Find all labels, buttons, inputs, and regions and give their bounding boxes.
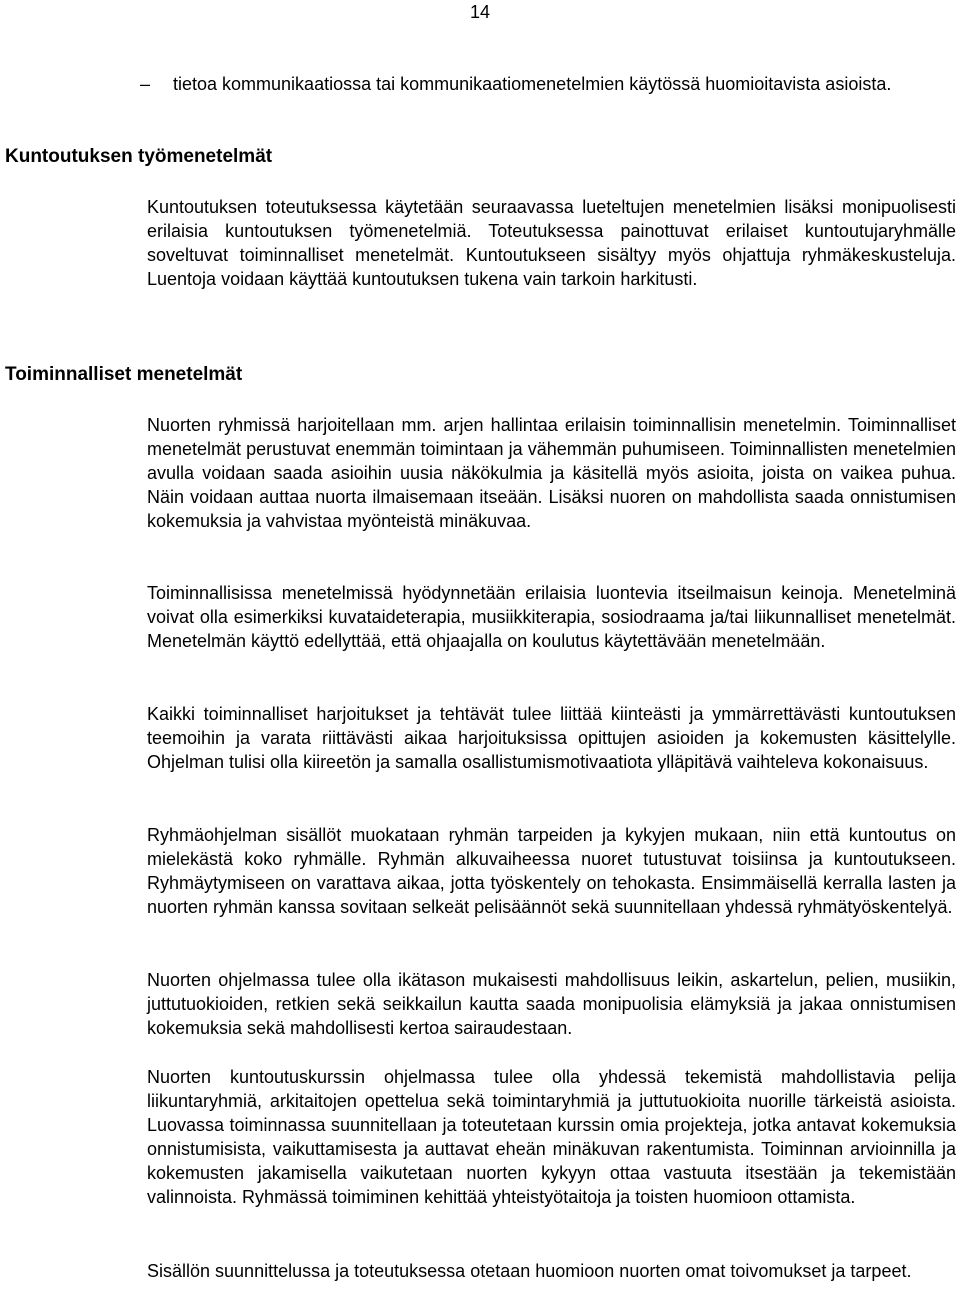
paragraph-functional-1: Nuorten ryhmissä harjoitellaan mm. arjen hallintaa erilaisin toiminnallisin menetelmin. Toiminnalliset menetelmät perustuvat enemmän toimintaan ja vähemmän puhumiseen. Toiminnallisten menetelmien avulla voidaan saada asioihin uusia näkökulmia ja käsitellä myös asioita, joista on vaikea puhua. Näin voidaan auttaa nuorta ilmaisemaan itseään. Lisäksi nuoren on mahdollista saada onnistumisen kokemuksia ja vahvistaa myönteistä minäkuvaa. xyxy=(147,415,956,531)
paragraph-functional-2: Toiminnallisissa menetelmissä hyödynnetään erilaisia luontevia itseilmaisun keinoja. Menetelminä voivat olla esimerkiksi kuvataideterapia, musiikkiterapia, sosiodraama ja/tai liikunnalliset menetelmät. Menetelmän käyttö edellyttää, että ohjaajalla on koulutus käytettävään menetelmään. xyxy=(147,583,956,651)
section-heading-functional-methods: Toiminnalliset menetelmät xyxy=(5,364,243,385)
paragraph-methods-intro: Kuntoutuksen toteutuksessa käytetään seuraavassa lueteltujen menetelmien lisäksi monipuolisesti erilaisia kuntoutuksen työmenetelmiä. Toteutuksessa painottuvat erilaiset kuntoutujaryhmälle soveltuvat toiminnalliset menetelmät. Kuntoutukseen sisältyy myös ohjattuja ryhmäkeskusteluja. Luentoja voidaan käyttää kuntoutuksen tukena vain tarkoin harkitusti. xyxy=(147,197,956,289)
bullet-text: tietoa kommunikaatiossa tai kommunikaatiomenetelmien käytössä huomioitavista asioista. xyxy=(173,74,892,94)
bullet-item xyxy=(140,73,956,96)
paragraph-functional-3: Kaikki toiminnalliset harjoitukset ja tehtävät tulee liittää kiinteästi ja ymmärrettävästi kuntoutuksen teemoihin ja varata riittävästi aikaa harjoituksissa opittujen asioiden ja kokemusten käsittelylle. Ohjelman tulisi olla kiireetön ja samalla osallistumismotivaatiota ylläpitävä vaihteleva kokonaisuus. xyxy=(147,704,956,772)
section-heading-methods: Kuntoutuksen työmenetelmät xyxy=(5,146,273,167)
paragraph-youth-course: Nuorten kuntoutuskurssin ohjelmassa tulee olla yhdessä tekemistä mahdollistavia pelija liikuntaryhmiä, arkitaitojen opettelua sekä toimintaryhmiä ja juttutuokioita nuorille tärkeistä asioista. Luovassa toiminnassa suunnitellaan ja toteutetaan kurssin omia projekteja, jotka antavat kokemuksia onnistumisista, vaikuttamisesta ja auttavat eheän minäkuvan rakentumista. Toiminnan arvioinnilla ja kokemusten jakamisella vaikutetaan nuorten kykyyn ottaa vastuuta itsestään ja tekemistään valinnoista. Ryhmässä toimiminen kehittää yhteistyötaitoja ja toisten huomioon ottamista. xyxy=(147,1067,956,1207)
page-number: 14 xyxy=(470,2,491,22)
paragraph-group-program: Ryhmäohjelman sisällöt muokataan ryhmän tarpeiden ja kykyjen mukaan, niin että kuntoutus on mielekästä koko ryhmälle. Ryhmän alkuvaiheessa nuoret tutustuvat toisiinsa ja kuntoutukseen. Ryhmäytymiseen on varattava aikaa, jotta työskentely on tehokasta. Ensimmäisellä kerralla lasten ja nuorten ryhmän kanssa sovitaan selkeät pelisäännöt sekä suunnitellaan yhdessä ryhmätyöskentelyä. xyxy=(147,825,956,917)
bullet-dash: – xyxy=(140,74,151,94)
paragraph-youth-program: Nuorten ohjelmassa tulee olla ikätason mukaisesti mahdollisuus leikin, askartelun, pelien, musiikin, juttutuokioiden, retkien sekä seikkailun kautta saada monipuolisia elämyksiä ja jakaa onnistumisen kokemuksia sekä mahdollisesti kertoa sairaudestaan. xyxy=(147,970,956,1038)
paragraph-content-planning: Sisällön suunnittelussa ja toteutuksessa otetaan huomioon nuorten omat toivomukset ja tarpeet. xyxy=(147,1261,912,1281)
